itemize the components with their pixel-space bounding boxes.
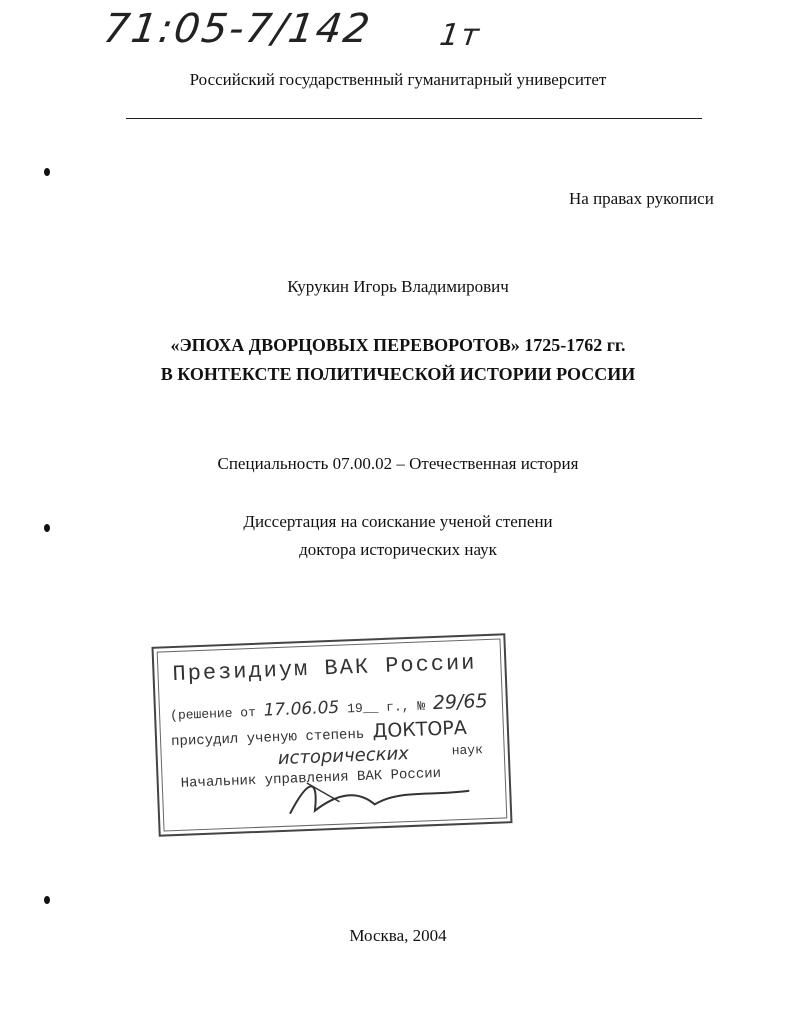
stamp-heading: Президиум ВАК России	[172, 650, 477, 688]
author-name: Курукин Игорь Владимирович	[287, 277, 509, 296]
margin-mark	[44, 896, 50, 904]
degree-line1: Диссертация на соискание ученой степени	[243, 512, 553, 531]
rights-note: На правах рукописи	[569, 189, 714, 208]
dissertation-title-line1: «ЭПОХА ДВОРЦОВЫХ ПЕРЕВОРОТОВ» 1725-1762 гг.	[170, 335, 626, 355]
stamp-degree-label: присудил ученую степень	[170, 726, 365, 751]
signature-image	[278, 766, 480, 824]
stamp-field: исторических	[277, 743, 410, 770]
stamp-signatory: Начальник управления ВАК России	[180, 765, 442, 792]
specialty: Специальность 07.00.02 – Отечественная история	[217, 454, 579, 473]
stamp-decision-date: 17.06.05	[263, 697, 340, 721]
dissertation-title-line2: В КОНТЕКСТЕ ПОЛИТИЧЕСКОЙ ИСТОРИИ РОССИИ	[160, 364, 636, 384]
handwritten-sheet-note: 1т	[437, 18, 484, 53]
stamp-decision-label: (решение от	[169, 704, 257, 724]
stamp-decision-number: 29/65	[432, 690, 488, 715]
handwritten-catalog-number: 71:05-7/142	[100, 6, 375, 52]
stamp-year-prefix: 19__ г., №	[346, 698, 426, 717]
stamp-degree: ДОКТОРА	[372, 716, 468, 743]
header-divider	[126, 118, 702, 119]
institution-name: Российский государственный гуманитарный университет	[189, 70, 607, 89]
vak-approval-stamp	[151, 633, 512, 836]
city-year: Москва, 2004	[349, 926, 447, 945]
stamp-sciences-suffix: наук	[451, 742, 484, 759]
degree-line2: доктора исторических наук	[299, 540, 497, 559]
margin-mark	[44, 168, 50, 176]
